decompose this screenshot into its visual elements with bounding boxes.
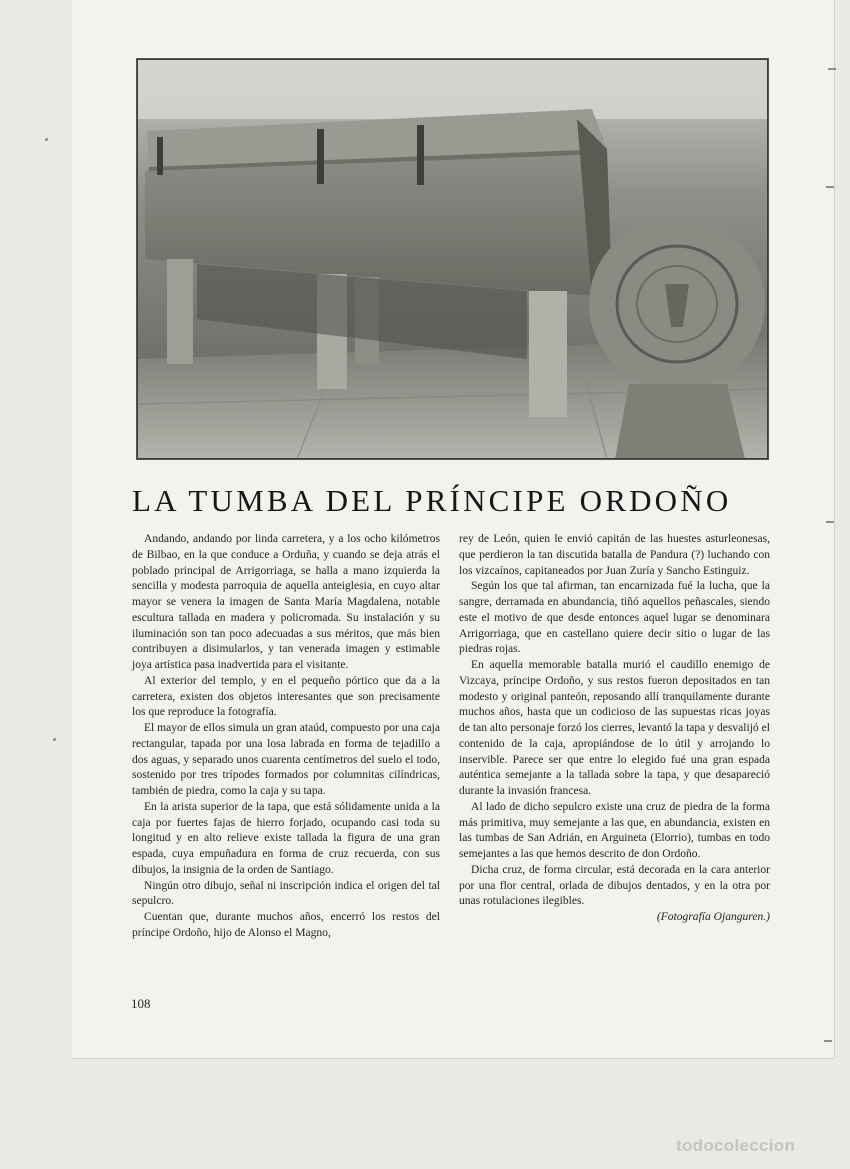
- right-text-column: [459, 532, 770, 926]
- article-paragraph: Cuentan que, durante muchos años, encerró los restos del príncipe Ordoño, hijo de Alonso el Magno,: [132, 911, 440, 939]
- watermark-logo: todocoleccion: [676, 1136, 796, 1155]
- article-paragraph: En aquella memorable batalla murió el caudillo enemigo de Vizcaya, príncipe Ordoño, y sus restos fueron depositados en tan modesto y original panteón, reposando allí tranquilamente durante muchos años, hasta que un codicioso de las supuestas ricas joyas de tan alto personaje forzó los cierres, levantó la tapa y desvalijó el contenido de la caja, apropiándose de lo útil y arrojando lo inservible. Parece ser que entre lo elegido fué una gran espada auténtica semejante a la tallada sobre la tapa, y que desapareció durante la invasión francesa.: [459, 659, 770, 797]
- article-paragraph: Andando, andando por linda carretera, y a los ocho kilómetros de Bilbao, en la que conduce a Orduña, y cuando se deja atrás el poblado principal de Arrigorriaga, se halla a mano izquierda la sencilla y modesta parroquia de aquella anteiglesia, en cuyo altar mayor se venera la imagen de Santa María Magdalena, notable escultura tallada en madera y policromada. Su instalación y su iluminación son tan poco adecuadas a sus méritos, que más bien contribuyen a disimularlos, y tan venerada imagen y estimable joya artística pasa inadvertida para el visitante.: [132, 533, 440, 671]
- tomb-photograph: [136, 58, 769, 460]
- edge-tick-mark: [828, 68, 836, 70]
- article-title: LA TUMBA DEL PRÍNCIPE ORDOÑO: [132, 483, 732, 518]
- edge-tick-mark: [826, 521, 834, 523]
- article-paragraph: El mayor de ellos simula un gran ataúd, compuesto por una caja rectangular, tapada por una losa labrada en forma de tejadillo a dos aguas, y separado unos cuarenta centímetros del suelo el todo, sostenido por tres trípodes formados por columnitas cilíndricas, también de piedra, como la caja y su tapa.: [132, 722, 440, 797]
- binding-hole-mark: [45, 138, 48, 141]
- left-text-column: [132, 532, 440, 942]
- article-paragraph: Dicha cruz, de forma circular, está decorada en la cara anterior por una flor central, orlada de dibujos dentados, y en la otra por unas rotulaciones ilegibles.: [459, 863, 770, 908]
- edge-tick-mark: [824, 1040, 832, 1042]
- binding-hole-mark: [53, 738, 56, 741]
- edge-tick-mark: [826, 186, 834, 188]
- photo-credit: (Fotografía Ojanguren.): [656, 911, 770, 923]
- article-paragraph: rey de León, quien le envió capitán de las huestes asturleonesas, que perdieron la tan discutida batalla de Pandura (?) luchando con los vizcaínos, capitaneados por Juan Zuría y Sancho Estinguiz.: [459, 533, 770, 577]
- article-paragraph: Al lado de dicho sepulcro existe una cruz de piedra de la forma más primitiva, muy semejante a las que, en abundancia, existen en las tumbas de San Adrián, en Arguineta (Elorrio), tumbas en todo semejantes a las que hemos descrito de don Ordoño.: [459, 800, 770, 860]
- article-paragraph: Según los que tal afirman, tan encarnizada fué la lucha, que la sangre, derramada en abundancia, tiñó aquellos peñascales, siendo este el motivo de que desde entonces aquel lugar se denominara Arrigorriaga, que en castellano quiere decir sitio o lugar de las piedras rojas.: [459, 580, 770, 656]
- article-paragraph: En la arista superior de la tapa, que está sólidamente unida a la caja por fuertes fajas de hierro forjado, ocupando casi toda su longitud y en alto relieve existe tallada la figura de una gran espada, cuya empuñadura en forma de cruz recuerda, con sus dibujos, la insignia de la orden de Santiago.: [132, 800, 440, 876]
- article-paragraph: Ningún otro dibujo, señal ni inscripción indica el origen del tal sepulcro.: [132, 879, 440, 908]
- page-number: 108: [131, 996, 151, 1011]
- article-paragraph: Al exterior del templo, y en el pequeño pórtico que da a la carretera, existen dos objetos interesantes que son precisamente los que reproduce la fotografía.: [132, 674, 440, 719]
